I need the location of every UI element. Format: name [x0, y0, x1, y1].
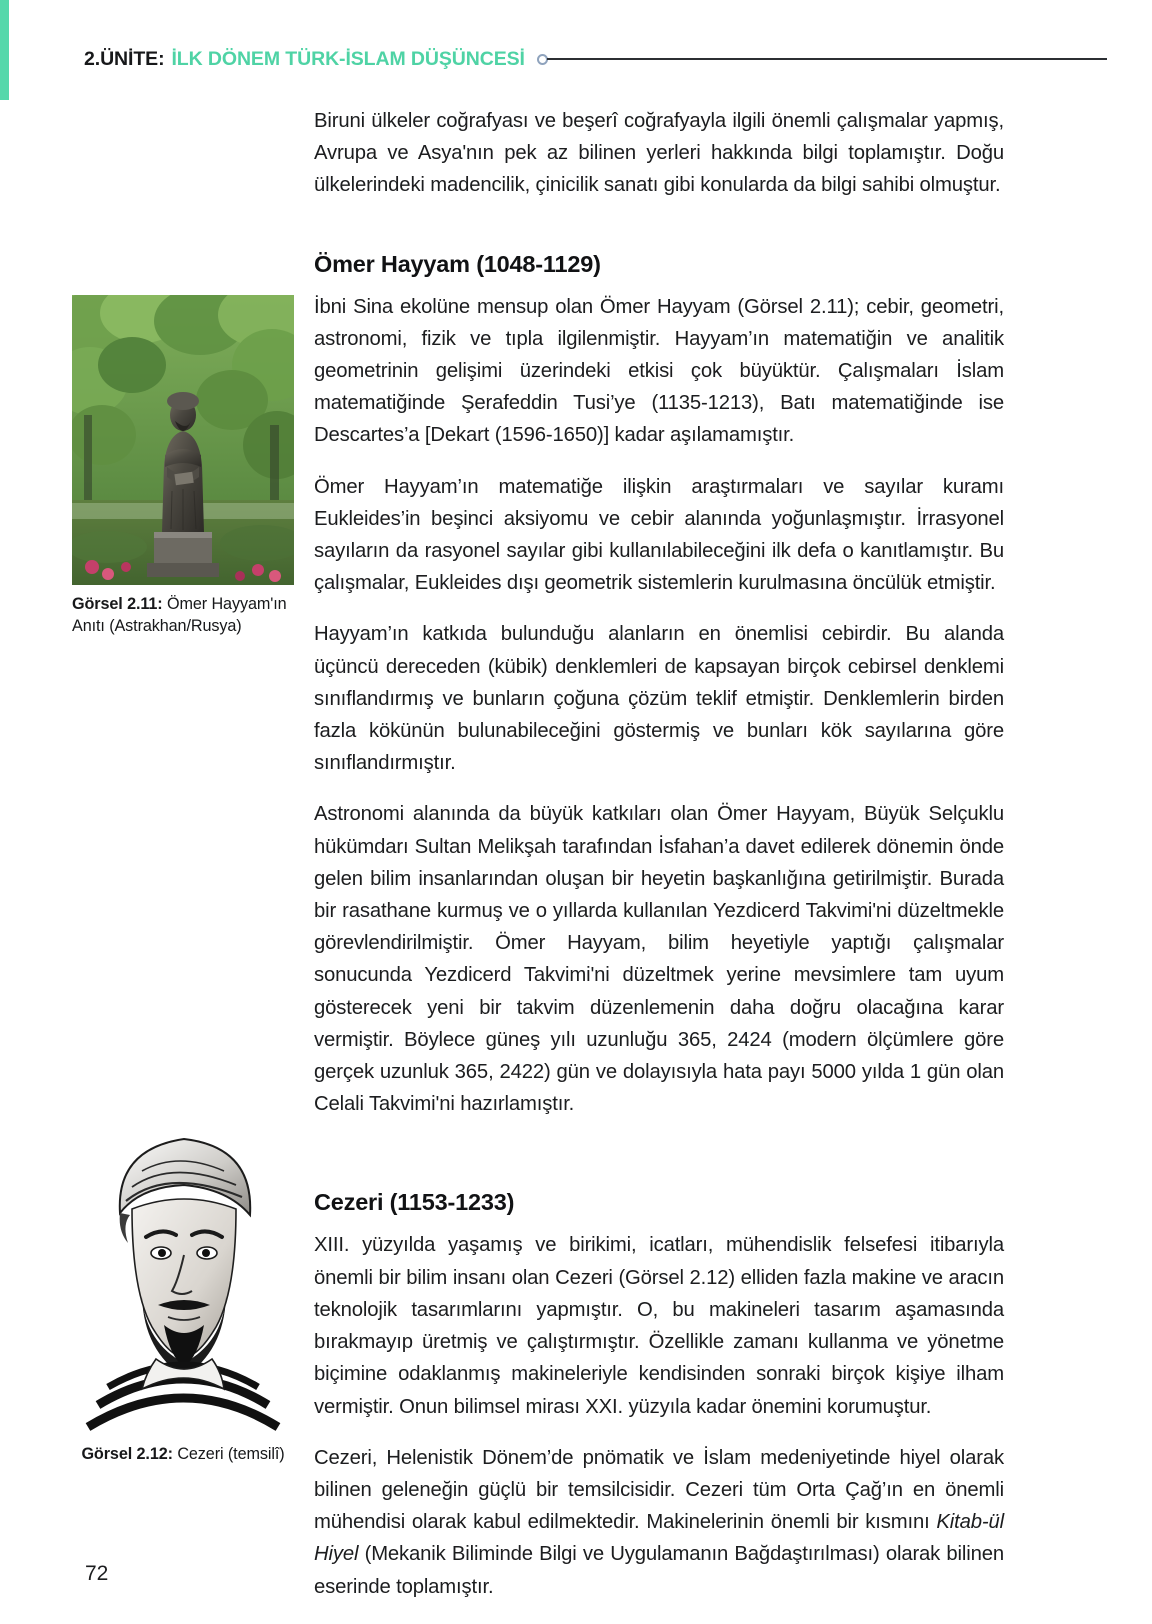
unit-label: 2.ÜNİTE:: [84, 47, 165, 70]
text-column: [314, 105, 1004, 1603]
paragraph-hayyam-3: Hayyam’ın katkıda bulunduğu alanların en önemlisi cebirdir. Bu alanda üçüncü dereceden (kübik) denklemleri de kapsayan birçok cebirsel denklemi sınıflandırmış ve bunların çoğuna çözüm teklif etmiştir. Denklemlerin birden fazla kökünün bulunabileceğini göstermiş ve bunları kök sayılarına göre sınıflandırmıştır.: [314, 623, 1004, 775]
paragraph-hayyam-1: İbni Sina ekolüne mensup olan Ömer Hayyam (Görsel 2.11); cebir, geometri, astronomi, fizik ve tıpla ilgilenmiştir. Hayyam’ın matematiğin ve analitik geometrinin gelişimi üzerindeki etkisi çok büyüktür. Çalışmaları İslam matematiğinde Şerafeddin Tusi’ye (1135-1213), Batı matematiğinde ise Descartes’a [Dekart (1596-1650)] kadar aşılamamıştır.: [314, 295, 1004, 447]
statue-photo-svg: [72, 295, 294, 585]
cezeri-portrait-image: [72, 1105, 294, 1435]
page-number: 72: [85, 1562, 109, 1585]
figure-caption-cezeri: [72, 1444, 294, 1466]
paragraph-cezeri-1: XIII. yüzyılda yaşamış ve birikimi, icatları, mühendislik felsefesi itibarıyla önemli bir bilim insanı olan Cezeri (Görsel 2.12) elliden fazla makine ve aracın teknolojik tasarımlarını yapmıştır. O, bu makineleri tasarım aşamasında bırakmayıp üretmiş ve çalıştırmıştır. Özellikle zamanı kullanma ve yönetme biçimine odaklanmış makineleriyle kendisinden sonraki birçok kişiye ilham vermiştir. Onun bilimsel mirası XXI. yüzyıla kadar önemini korumuştur.: [314, 1234, 1004, 1418]
page-header: [84, 42, 1107, 76]
heading-omer-hayyam: Ömer Hayyam (1048-1129): [314, 250, 601, 277]
page-spine-accent: [0, 0, 9, 100]
cezeri-portrait-svg: [72, 1105, 294, 1435]
paragraph-intro: Biruni ülkeler coğrafyası ve beşerî coğrafyayla ilgili önemli çalışmalar yapmış, Avrupa ve Asya'nın pek az bilinen yerleri hakkında bilgi toplamıştır. Doğu ülkelerindeki madencilik, çinicilik sanatı gibi konularda da bilgi sahibi olmuştur.: [314, 110, 1004, 197]
heading-cezeri: Cezeri (1153-1233): [314, 1189, 515, 1216]
figure-caption-hayyam: [72, 594, 294, 637]
caption-label: Görsel 2.11:: [72, 595, 163, 613]
figure-hayyam: [72, 295, 294, 637]
caption-text: Cezeri (temsilî): [172, 1445, 285, 1463]
spacer: [314, 1139, 1004, 1189]
book-title-kitab-ul-hiyel: Kitab-ül Hiyel: [314, 1511, 1004, 1566]
header-divider-rule: [547, 58, 1107, 60]
caption-text: Ömer Hayyam'ın Anıtı (Astrakhan/Rusya): [72, 595, 287, 635]
spacer: [314, 221, 1004, 251]
paragraph-hayyam-4: Astronomi alanında da büyük katkıları olan Ömer Hayyam, Büyük Selçuklu hükümdarı Sultan Melikşah tarafından İsfahan’a davet edilerek dönemin önde gelen bilim insanlarından oluşan bir heyetin başkanlığına getirilmiştir. Burada bir rasathane kurmuş ve o yıllarda kullanılan Yezdicerd Takvimi'ni düzeltmekle görevlendirilmiştir. Ömer Hayyam, bilim heyetiyle yaptığı çalışmalar sonucunda Yezdicerd Takvimi'ni düzeltmek yerine mevsimlere tam uyum gösterecek yeni bir takvim düzenlemenin daha doğru olacağına karar vermiştir. Böylece güneş yılı uzunluğu 365, 2424 (modern ölçümlere göre gerçek uzunluk 365, 2422) gün ve dolayısıyla hata payı 5000 yılda 1 gün olan Celali Takvimi'ni hazırlamıştır.: [314, 803, 1004, 1116]
cezeri-p2-part1: Cezeri, Helenistik Dönem’de pnömatik ve İslam medeniyetinde hiyel olarak bilinen geleneğin güçlü bir temsilcisidir. Cezeri tüm Orta Çağ’ın en önemli mühendisi olarak kabul edilmektedir. Makinelerinin önemli bir kısmını: [314, 1446, 1004, 1534]
unit-title: İLK DÖNEM TÜRK-İSLAM DÜŞÜNCESİ: [171, 47, 525, 70]
caption-label: Görsel 2.12:: [81, 1445, 173, 1463]
hayyam-statue-photo: [72, 295, 294, 585]
cezeri-p2-part2: (Mekanik Biliminde Bilgi ve Uygulamanın Bağdaştırılması) olarak bilinen eserinde toplamıştır.: [314, 1543, 1004, 1598]
paragraph-cezeri-2: [314, 1442, 1004, 1603]
paragraph-hayyam-2: Ömer Hayyam’ın matematiğe ilişkin araştırmaları ve sayılar kuramı Eukleides’in beşinci aksiyomu ve cebir alanında yoğunlaşmıştır. İrrasyonel sayıların da rasyonel sayılar gibi kullanılabileceğini ilk defa o kanıtlamıştır. Bu çalışmalar, Eukleides dışı geometrik sistemlerin kurulmasına öncülük etmiştir.: [314, 475, 1004, 595]
figure-cezeri: [72, 1105, 294, 1466]
